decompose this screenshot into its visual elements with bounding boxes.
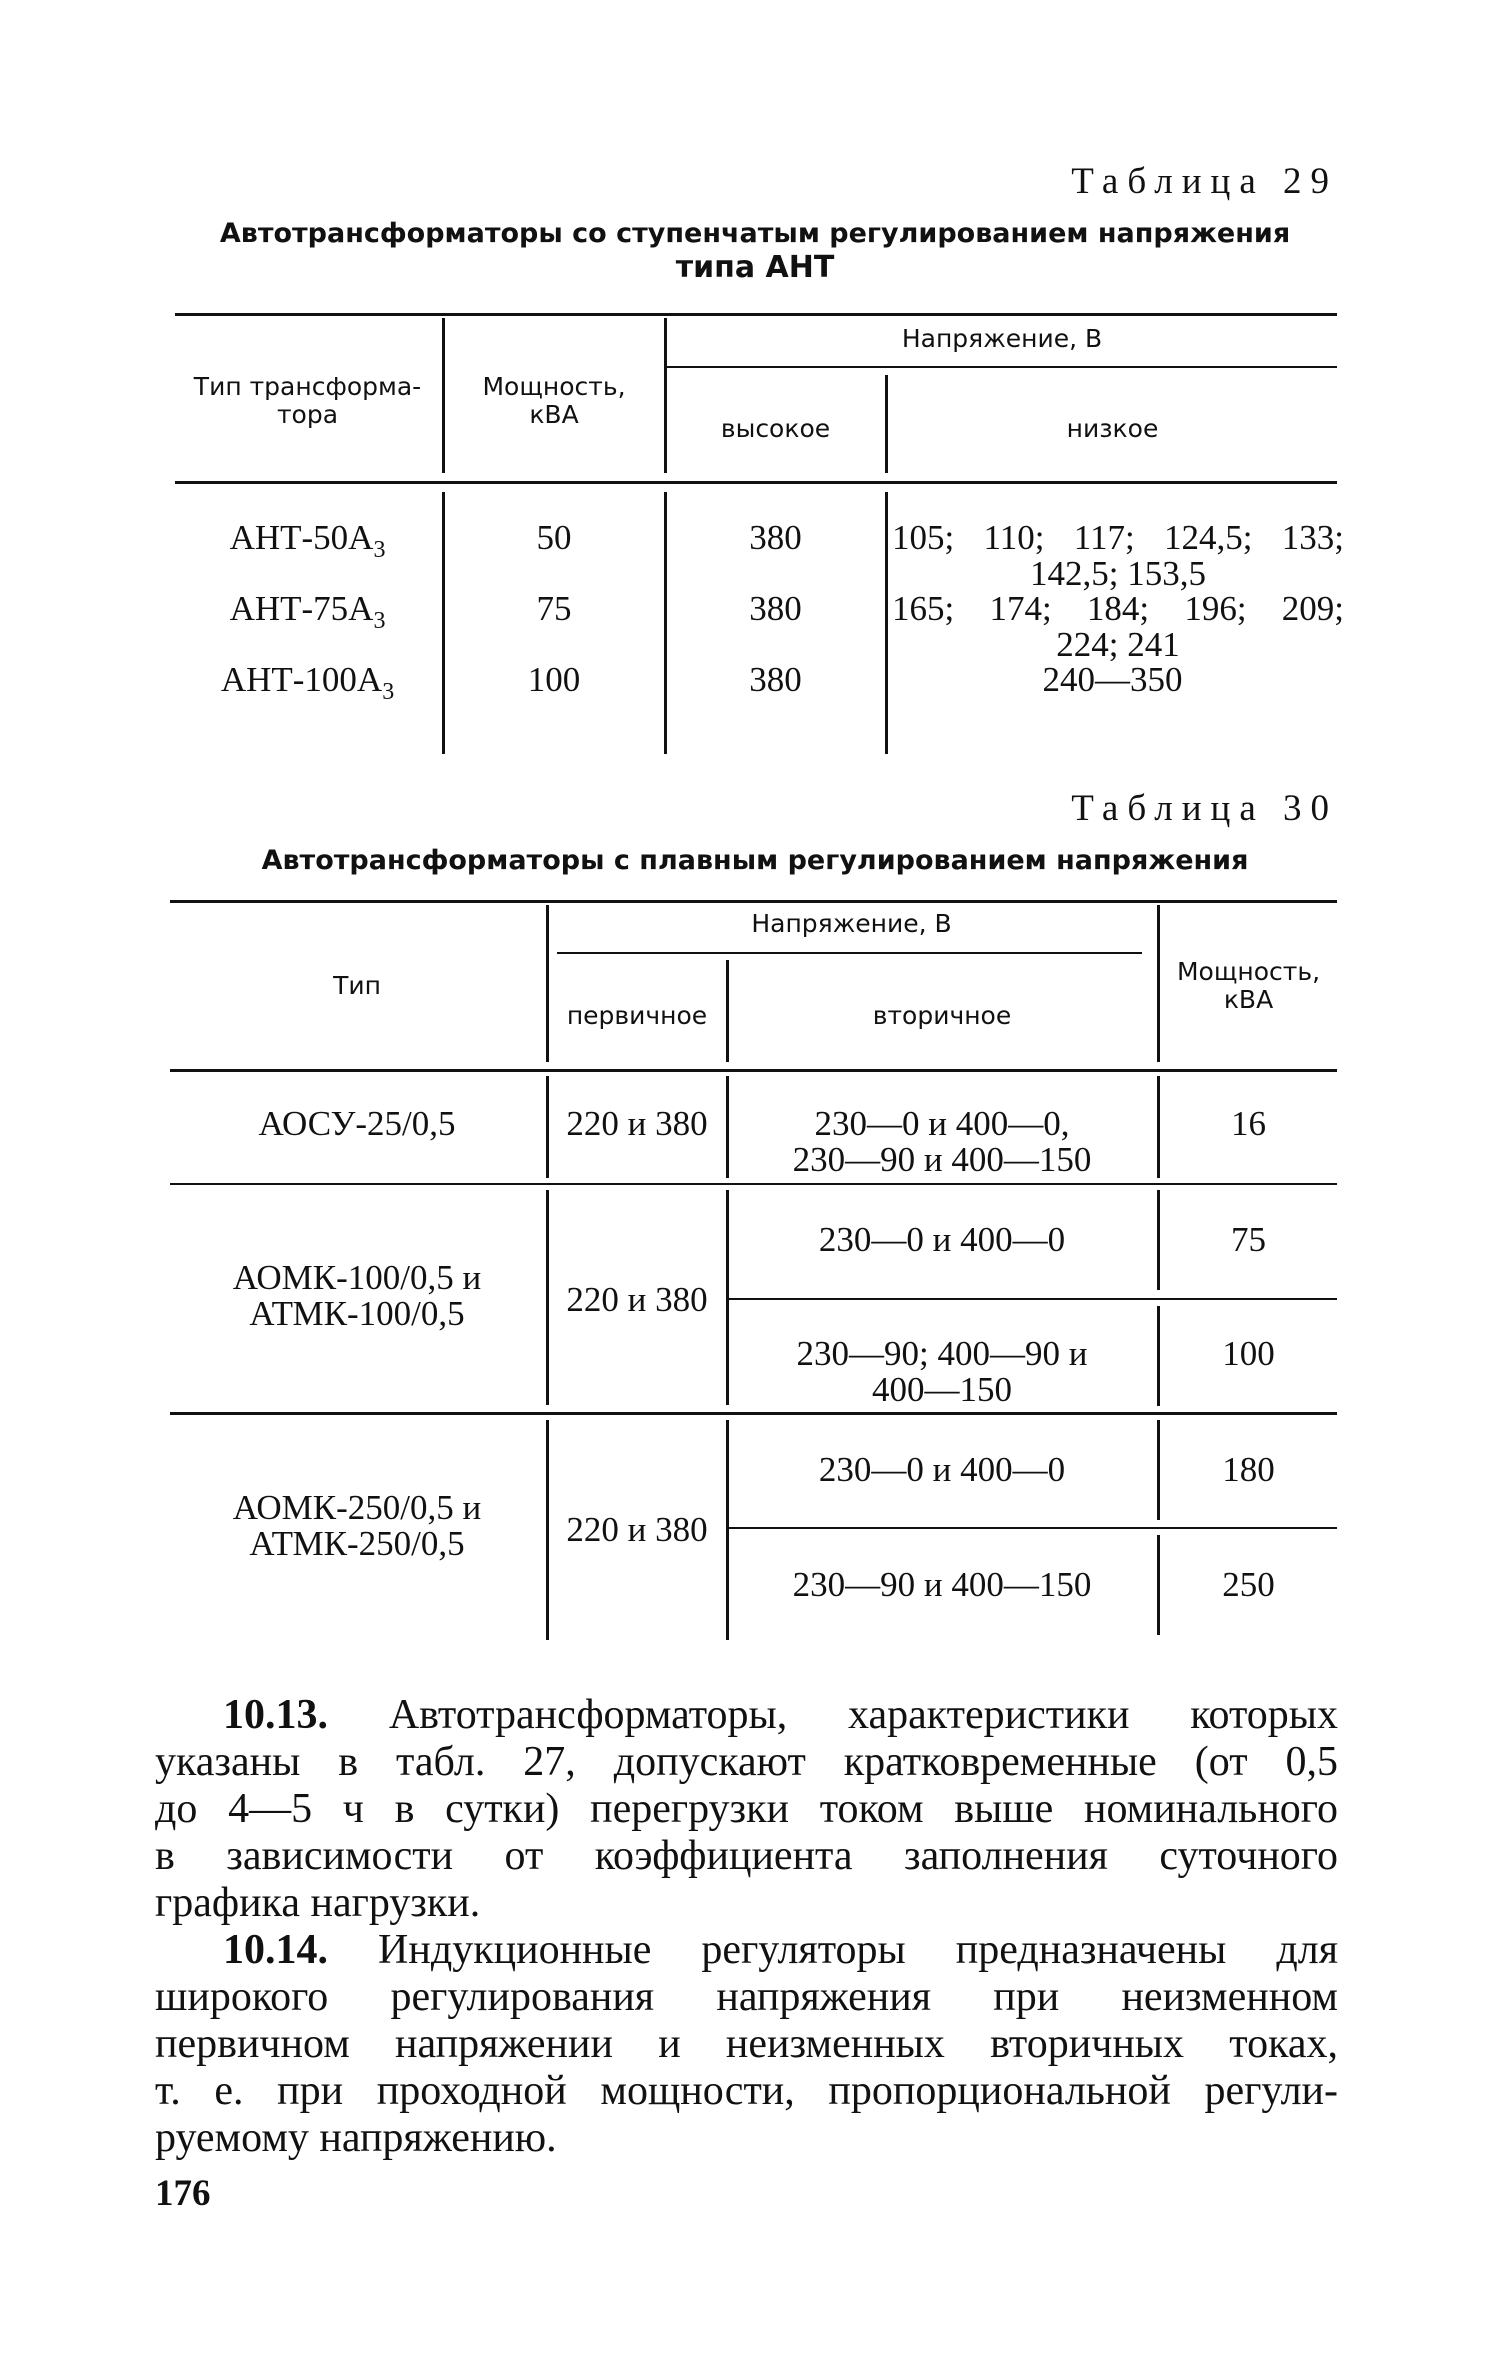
table29-row-2-low-l2: 224; 241 [1056,625,1180,664]
table30-g1-power: 16 [1231,1104,1266,1143]
table30-title: Автотрансформаторы с плавным регулированием напряжения [261,845,1249,876]
table30-g3-row2-power: 250 [1222,1565,1275,1604]
table30-g2-type [170,1260,544,1332]
p2-line5: руемому напряжению. [155,2115,557,2161]
table30-g2-row2-secondary-l1: 230—90; 400—90 и [796,1334,1088,1373]
p2-line1-text: Индукционные регуляторы предназначены для [378,1927,1339,1973]
table29-row-2-low-l1: 165; 174; 184; 196; 209; [892,589,1344,628]
table30-group2-rule [170,1412,1337,1415]
p1-line4: в зависимости от коэффициента заполнения суточного [155,1833,1338,1879]
table30-header-primary: первичное [566,1001,708,1030]
table29-header-power [445,373,663,429]
p2-line4: т. е. при проходной мощности, пропорциональной регули- [155,2068,1338,2114]
table30-header-power [1160,958,1337,1014]
table30-header-power-l2: кВА [1223,985,1274,1014]
table29-label: Таблица 29 [1071,161,1338,202]
table29-row-3-power: 100 [527,660,581,699]
table29-title-line2: типа АНТ [675,250,835,285]
table30-g3-row1-power: 180 [1222,1450,1275,1489]
table30-voltage-rule [557,952,1142,954]
p2-line1 [155,1927,1338,1974]
table29-row-2-high: 380 [749,589,802,628]
table30-group1-rule [170,1183,1337,1185]
table29-row-1-type [175,520,440,568]
table29-header-type-l1: Тип трансформа- [193,372,422,401]
table29-voltage-rule [665,366,1337,368]
table29-row-2-power: 75 [536,589,572,628]
table29-row-3-type [175,662,440,710]
table29-header-voltage: Напряжение, В [901,324,1103,353]
table30-g1-secondary [729,1106,1155,1178]
p1-line1 [155,1692,1338,1739]
table30-g1-secondary-l2: 230—90 и 400—150 [792,1140,1092,1179]
table30-g1-type: АОСУ-25/0,5 [258,1104,456,1143]
table29-row-3-high: 380 [749,660,802,699]
table30-g2-type-l1: АОМК-100/0,5 и [232,1258,482,1297]
table30-g3-type-l1: АОМК-250/0,5 и [232,1488,482,1527]
table30-g3-primary: 220 и 380 [566,1510,708,1549]
p1-line1-text: Автотрансформаторы, характеристики которых [388,1692,1339,1738]
table30-top-rule [170,900,1337,903]
table29-header-high: высокое [720,414,831,443]
table30-label: Таблица 30 [1071,788,1338,829]
paragraph-10-14 [155,1927,1338,2162]
table30-header-secondary: вторичное [872,1001,1012,1030]
table30-g2-row1-secondary: 230—0 и 400—0 [818,1220,1066,1259]
table29-row-2-type [175,591,440,639]
table29-row-1-low-l1: 105; 110; 117; 124,5; 133; [892,518,1344,557]
table29-row-1-type-sub: 3 [373,537,386,563]
p1-line5: графика нагрузки. [155,1880,481,1926]
table29-top-rule [175,313,1337,316]
table30-group2-mid-rule [727,1298,1337,1300]
paragraph-10-13 [155,1692,1338,1927]
table29-row-1-high: 380 [749,518,802,557]
table29-row-1-power: 50 [536,518,572,557]
table29-row-3-low: 240—350 [1042,660,1183,699]
table30-g3-row1-secondary: 230—0 и 400—0 [818,1450,1066,1489]
table30-group3-mid-rule [727,1527,1337,1529]
table29-row-1-type-text: АНТ-50А [229,518,374,557]
table30-g2-primary: 220 и 380 [566,1280,708,1319]
p1-line2: указаны в табл. 27, допускают кратковременные (от 0,5 [155,1739,1338,1785]
table29-header-power-l1: Мощность, [482,372,626,401]
table30-g1-secondary-l1: 230—0 и 400—0, [814,1104,1070,1143]
table30-header-type: Тип [333,971,381,1000]
p2-line3: первичном напряжении и неизменных вторичных токах, [155,2021,1338,2067]
table29-header-low: низкое [1066,414,1159,443]
table30-header-power-l1: Мощность, [1176,957,1321,986]
table29-row-1-low-l2: 142,5; 153,5 [1030,554,1206,593]
table30-g3-type [170,1490,544,1562]
table29-header-rule [175,481,1337,484]
table29-row-3-type-text: АНТ-100А [220,660,383,699]
table30-g3-type-l2: АТМК-250/0,5 [249,1524,465,1563]
p1-line3: до 4—5 ч в сутки) перегрузки током выше номинального [155,1786,1338,1832]
table29-row-2-type-sub: 3 [373,608,386,634]
table30-g2-type-l2: АТМК-100/0,5 [249,1294,465,1333]
table29-row-3-type-sub: 3 [382,679,395,705]
table30-header-rule [170,1069,1337,1072]
table30-g2-row2-power: 100 [1222,1334,1275,1373]
table29-vline-3b [885,492,888,754]
table29-title-line1: Автотрансформаторы со ступенчатым регулированием напряжения [219,218,1291,249]
table30-g2-row1-power: 75 [1231,1220,1266,1259]
table29-row-2-type-text: АНТ-75А [229,589,374,628]
p2-number: 10.14. [223,1927,328,1973]
page-number: 176 [155,2173,211,2214]
p1-number: 10.13. [223,1692,328,1738]
table30-g2-row2-secondary [729,1336,1155,1408]
table29-header-type-l2: тора [276,400,339,429]
table29-header-power-l2: кВА [529,400,579,429]
table30-header-voltage: Напряжение, В [751,909,952,938]
table30-g2-row2-secondary-l2: 400—150 [872,1370,1012,1409]
table29-row-2-low [892,591,1344,663]
table29-header-type [175,373,440,429]
table30-g1-primary: 220 и 380 [566,1104,708,1143]
table30-g3-row2-secondary: 230—90 и 400—150 [792,1565,1092,1604]
p2-line2: широкого регулирования напряжения при неизменном [155,1974,1338,2020]
table29-row-1-low [892,520,1344,592]
